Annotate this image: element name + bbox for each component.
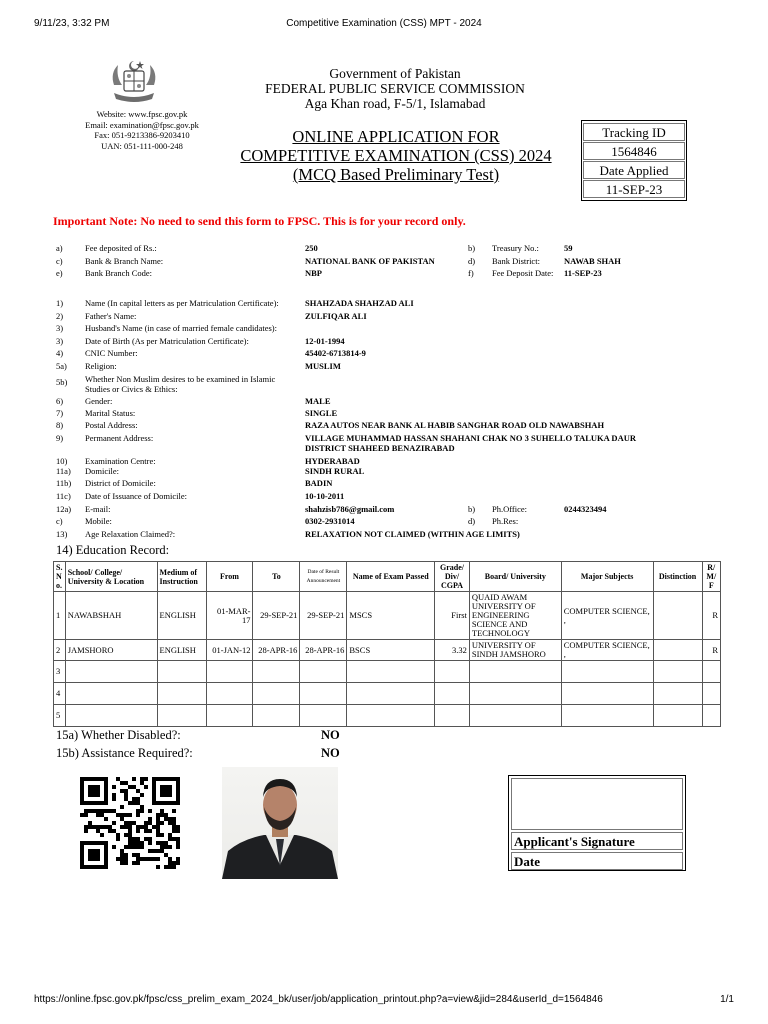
personal-row-label: E-mail: [85, 504, 111, 514]
personal-row-label: Mobile: [85, 516, 112, 526]
signature-area [511, 778, 683, 830]
disabled-question: 15a) Whether Disabled?: [56, 728, 181, 742]
disabled-answer: NO [321, 728, 340, 742]
education-cell: UNIVERSITY OF SINDH JAMSHORO [469, 640, 561, 661]
date-applied-value: 11-SEP-23 [583, 180, 685, 198]
personal-row-label: Husband's Name (in case of married female candidates): [85, 323, 277, 333]
fee-row-index-2: f) [468, 268, 474, 278]
education-cell [702, 661, 720, 683]
personal-row-value: SINDH RURAL [305, 466, 365, 476]
title-line-2: COMPETITIVE EXAMINATION (CSS) 2024 [240, 146, 552, 165]
education-cell [653, 705, 702, 727]
education-cell [469, 705, 561, 727]
education-cell: 29-SEP-21 [253, 592, 300, 640]
education-row [54, 683, 721, 705]
education-cell: 4 [54, 683, 66, 705]
education-cell [653, 592, 702, 640]
col-grade: Grade/ Div/ CGPA [435, 562, 470, 592]
fee-row-label-2: Treasury No.: [492, 243, 539, 253]
personal-row-index: 8) [56, 420, 64, 430]
col-from: From [206, 562, 253, 592]
personal-row-index: 11b) [56, 478, 72, 488]
personal-row-index: 12a) [56, 504, 72, 514]
personal-row-label: CNIC Number: [85, 348, 138, 358]
fee-row-index: c) [56, 256, 63, 266]
print-title: Competitive Examination (CSS) MPT - 2024 [286, 18, 482, 29]
contact-uan: UAN: 051-111-000-248 [101, 140, 183, 151]
assistance-question: 15b) Assistance Required?: [56, 746, 193, 760]
personal-row-index-2: b) [468, 504, 476, 514]
education-cell [206, 683, 253, 705]
education-cell [157, 683, 206, 705]
personal-row-index: 13) [56, 529, 68, 539]
personal-row-value: MUSLIM [305, 361, 341, 371]
important-note: Important Note: No need to send this form to FPSC. This is for your record only. [53, 214, 466, 228]
personal-row-value: RAZA AUTOS NEAR BANK AL HABIB SANGHAR ROAD OLD NAWABSHAH [305, 420, 605, 430]
personal-row-value: SHAHZADA SHAHZAD ALI [305, 298, 414, 308]
education-cell: 28-APR-16 [253, 640, 300, 661]
personal-row-index: 6) [56, 396, 64, 406]
fee-row-value: NBP [305, 268, 322, 278]
personal-row-label: Gender: [85, 396, 113, 406]
education-cell: ENGLISH [157, 592, 206, 640]
personal-row-label: Postal Address: [85, 420, 138, 430]
personal-row-index: 5b) [56, 377, 68, 387]
education-row [54, 592, 721, 640]
education-cell [435, 683, 470, 705]
personal-row-index-2: d) [468, 516, 476, 526]
education-cell: COMPUTER SCIENCE, , [561, 592, 653, 640]
personal-row-value: SINGLE [305, 408, 338, 418]
contact-email: Email: examination@fpsc.gov.pk [85, 119, 199, 130]
education-cell [65, 661, 157, 683]
personal-row-index: 5a) [56, 361, 67, 371]
education-cell: R [702, 592, 720, 640]
personal-row-label: Religion: [85, 361, 117, 371]
personal-row-label: Marital Status: [85, 408, 136, 418]
personal-row-value: ZULFIQAR ALI [305, 311, 367, 321]
education-cell [253, 683, 300, 705]
print-url: https://online.fpsc.gov.pk/fpsc/css_prelim_exam_2024_bk/user/job/application_printout.php?a=view&jid=284&userId_d=1564846 [34, 994, 603, 1005]
personal-row-index: 9) [56, 433, 64, 443]
personal-row-index: 11a) [56, 466, 71, 476]
fee-row-value: NATIONAL BANK OF PAKISTAN [305, 256, 435, 266]
fee-row-value-2: 59 [564, 243, 573, 253]
fee-row-label: Bank & Branch Name: [85, 256, 164, 266]
education-cell [702, 705, 720, 727]
personal-row-index: c) [56, 516, 63, 526]
education-cell [65, 683, 157, 705]
education-cell: 5 [54, 705, 66, 727]
education-cell: 1 [54, 592, 66, 640]
personal-row-index: 2) [56, 311, 64, 321]
personal-row-value: HYDERABAD [305, 456, 360, 466]
personal-row-value: MALE [305, 396, 331, 406]
education-cell: 3.32 [435, 640, 470, 661]
education-cell: First [435, 592, 470, 640]
personal-row-label: Whether Non Muslim desires to be examined in Islamic Studies or Civics & Ethics: [85, 374, 276, 394]
personal-row-label-2: Ph.Res: [492, 516, 519, 526]
date-label: Date [511, 852, 683, 870]
education-cell [347, 683, 435, 705]
personal-row-label: Date of Birth (As per Matriculation Certificate): [85, 336, 249, 346]
education-cell [653, 661, 702, 683]
education-cell [561, 683, 653, 705]
contact-website: Website: www.fpsc.gov.pk [96, 109, 188, 119]
education-cell [561, 661, 653, 683]
personal-row-label: District of Domicile: [85, 478, 156, 488]
education-cell: QUAID AWAM UNIVERSITY OF ENGINEERING SCIENCE AND TECHNOLOGY [469, 592, 561, 640]
print-page-number: 1/1 [720, 994, 734, 1005]
education-cell [300, 705, 347, 727]
personal-row-index: 4) [56, 348, 64, 358]
education-cell: COMPUTER SCIENCE, , [561, 640, 653, 661]
signature-box [508, 775, 686, 871]
header-line-1: Government of Pakistan [329, 66, 461, 81]
fee-row-label: Bank Branch Code: [85, 268, 153, 278]
date-applied-label: Date Applied [583, 161, 685, 179]
personal-row-value: RELAXATION NOT CLAIMED (WITHIN AGE LIMITS) [305, 529, 520, 539]
education-cell [206, 705, 253, 727]
personal-row-value-2: 0244323494 [564, 504, 607, 514]
education-cell: R [702, 640, 720, 661]
govt-header [0, 66, 768, 111]
fee-row-index: a) [56, 243, 63, 253]
personal-row-label: Name (In capital letters as per Matriculation Certificate): [85, 298, 279, 308]
education-cell: 01-MAR-17 [206, 592, 253, 640]
signature-label: Applicant's Signature [511, 832, 683, 850]
personal-row-label: Domicile: [85, 466, 119, 476]
personal-row-value: 0302-2931014 [305, 516, 355, 526]
personal-row-value: VILLAGE MUHAMMAD HASSAN SHAHANI CHAK NO 3 SUHELLO TALUKA DAUR DISTRICT SHAHEED BENAZIRABAD [305, 433, 636, 453]
personal-row-index: 1) [56, 298, 64, 308]
personal-row-value: 45402-6713814-9 [305, 348, 366, 358]
header-line-2: FEDERAL PUBLIC SERVICE COMMISSION [265, 81, 525, 96]
education-cell [157, 661, 206, 683]
col-sno: S. N o. [54, 562, 66, 592]
personal-row-index: 3) [56, 323, 64, 333]
education-cell: BSCS [347, 640, 435, 661]
tracking-id-value: 1564846 [583, 142, 685, 160]
education-cell: 29-SEP-21 [300, 592, 347, 640]
col-distinction: Distinction [653, 562, 702, 592]
education-cell: NAWABSHAH [65, 592, 157, 640]
education-cell: 28-APR-16 [300, 640, 347, 661]
personal-row-label: Examination Centre: [85, 456, 156, 466]
contact-info [62, 109, 222, 151]
contact-fax: Fax: 051-9213386-9203410 [94, 130, 190, 140]
education-cell: MSCS [347, 592, 435, 640]
col-result-date: Date of Result Announcement [300, 562, 347, 592]
header-line-3: Aga Khan road, F-5/1, Islamabad [304, 96, 486, 111]
education-cell [653, 683, 702, 705]
education-cell: 3 [54, 661, 66, 683]
education-cell [157, 705, 206, 727]
education-cell [561, 705, 653, 727]
applicant-photo [222, 767, 338, 879]
fee-row-value-2: NAWAB SHAH [564, 256, 621, 266]
education-cell [347, 705, 435, 727]
education-header-row [54, 562, 721, 592]
education-cell: JAMSHORO [65, 640, 157, 661]
personal-row-index: 10) [56, 456, 68, 466]
title-line-3: (MCQ Based Preliminary Test) [292, 165, 500, 184]
education-row [54, 705, 721, 727]
education-row [54, 640, 721, 661]
fee-row-index-2: d) [468, 256, 476, 266]
education-row [54, 661, 721, 683]
personal-row-label: Age Relaxation Claimed?: [85, 529, 176, 539]
education-cell [65, 705, 157, 727]
personal-row-label-2: Ph.Office: [492, 504, 528, 514]
education-cell [702, 683, 720, 705]
personal-row-index: 3) [56, 336, 64, 346]
education-title: 14) Education Record: [56, 543, 170, 557]
personal-row-value: 12-01-1994 [305, 336, 345, 346]
personal-row-label: Father's Name: [85, 311, 137, 321]
personal-row-index: 7) [56, 408, 64, 418]
personal-row-label: Date of Issuance of Domicile: [85, 491, 187, 501]
col-rmf: R/ M/ F [702, 562, 720, 592]
col-exam: Name of Exam Passed [347, 562, 435, 592]
tracking-id-label: Tracking ID [583, 123, 685, 141]
fee-row-index-2: b) [468, 243, 476, 253]
fee-row-value: 250 [305, 243, 318, 253]
print-datetime: 9/11/23, 3:32 PM [34, 18, 110, 29]
fee-row-label: Fee deposited of Rs.: [85, 243, 157, 253]
education-cell [469, 661, 561, 683]
personal-row-value: 10-10-2011 [305, 491, 345, 501]
personal-row-value: shahzisb786@gmail.com [305, 504, 395, 514]
personal-row-value: BADIN [305, 478, 333, 488]
fee-row-label-2: Fee Deposit Date: [492, 268, 554, 278]
col-subjects: Major Subjects [561, 562, 653, 592]
education-cell [253, 705, 300, 727]
education-cell [347, 661, 435, 683]
col-school: School/ College/ University & Location [65, 562, 157, 592]
education-cell: 2 [54, 640, 66, 661]
col-to: To [253, 562, 300, 592]
education-cell [206, 661, 253, 683]
education-table [53, 561, 721, 727]
col-medium: Medium of Instruction [157, 562, 206, 592]
fee-row-value-2: 11-SEP-23 [564, 268, 602, 278]
personal-row-label: Permanent Address: [85, 433, 154, 443]
education-cell [253, 661, 300, 683]
fee-row-label-2: Bank District: [492, 256, 540, 266]
education-cell [300, 661, 347, 683]
personal-row-index: 11c) [56, 491, 71, 501]
education-cell: ENGLISH [157, 640, 206, 661]
col-board: Board/ University [469, 562, 561, 592]
education-cell [300, 683, 347, 705]
education-cell [653, 640, 702, 661]
education-cell: 01-JAN-12 [206, 640, 253, 661]
education-cell [435, 705, 470, 727]
title-line-1: ONLINE APPLICATION FOR [292, 127, 500, 146]
education-cell [435, 661, 470, 683]
fee-row-index: e) [56, 268, 63, 278]
application-title [220, 127, 572, 184]
assistance-answer: NO [321, 746, 340, 760]
tracking-box [581, 120, 687, 201]
qr-code-icon [80, 777, 180, 869]
education-cell [469, 683, 561, 705]
